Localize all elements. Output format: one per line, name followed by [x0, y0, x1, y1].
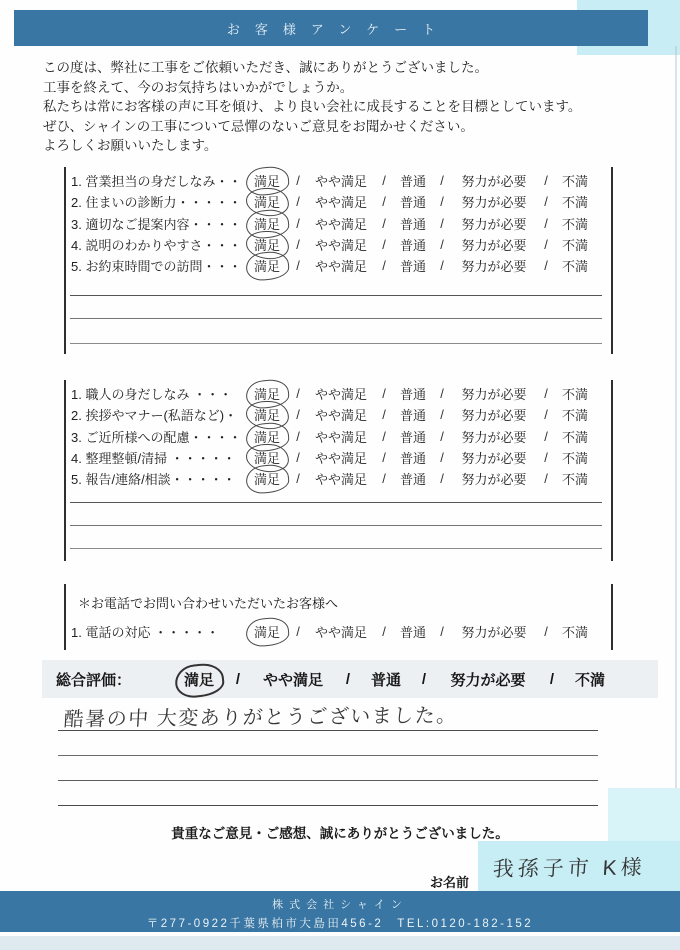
separator: / — [440, 237, 444, 253]
rating-option: やや満足 — [314, 387, 367, 403]
section-sales-box — [64, 167, 613, 354]
rating-option: 満足 — [253, 174, 280, 190]
separator: / — [544, 194, 548, 210]
rating-option: やや満足 — [314, 451, 367, 467]
question-label: 4. 説明のわかりやすさ・・・ — [71, 238, 242, 254]
separator: / — [382, 258, 386, 274]
survey-row — [71, 170, 611, 191]
separator: / — [440, 407, 444, 423]
survey-row — [71, 468, 611, 489]
survey-row — [71, 191, 611, 212]
rating-option: 普通 — [399, 238, 426, 254]
separator: / — [382, 428, 386, 444]
company-name: 株式会社シャイン — [272, 899, 408, 911]
separator: / — [296, 173, 300, 189]
separator: / — [440, 215, 444, 231]
phone-section-heading: ＊お電話でお問い合わせいただいたお客様へ — [78, 596, 339, 611]
separator: / — [440, 428, 444, 444]
separator: / — [382, 450, 386, 466]
separator: / — [235, 670, 241, 688]
comment-rule-line — [70, 525, 602, 526]
intro-line: ぜひ、シャインの工事について忌憚のないご意見をお聞かせください。 — [43, 118, 474, 134]
overall-label: 総合評価： — [56, 671, 132, 689]
rating-option: 普通 — [399, 259, 426, 275]
separator: / — [296, 428, 300, 444]
rating-option: やや満足 — [314, 472, 367, 488]
scan-artifact-line — [675, 46, 677, 788]
survey-row — [71, 255, 611, 276]
question-label: 5. 報告/連絡/相談・・・・・ — [71, 472, 236, 488]
scan-highlight-strip — [608, 788, 680, 842]
comment-rule-line — [70, 343, 602, 344]
survey-row — [71, 383, 611, 404]
rating-selected — [252, 427, 282, 446]
question-label: 4. 整理整頓/清掃 ・・・・・ — [71, 451, 236, 467]
separator: / — [382, 386, 386, 402]
rating-option: 不満 — [561, 472, 588, 488]
closing-thanks-text: 貴重なご意見・ご感想、誠にありがとうございました。 — [171, 826, 509, 841]
rating-option: 不満 — [561, 625, 588, 641]
handwritten-customer-name: 我孫子市 K様 — [492, 856, 647, 881]
rating-option: 普通 — [399, 429, 426, 445]
rating-option: 満足 — [253, 429, 280, 445]
question-label: 2. 住まいの診断力・・・・・ — [71, 195, 242, 211]
scan-edge-strip — [0, 936, 680, 950]
question-label: 3. ご近所様への配慮・・・・ — [71, 429, 242, 445]
rating-option: 普通 — [399, 195, 426, 211]
survey-row — [71, 234, 611, 255]
rating-option: 不満 — [561, 195, 588, 211]
section-craftsman-box — [64, 380, 613, 561]
separator: / — [345, 670, 351, 688]
rating-option: 不満 — [574, 671, 605, 689]
separator: / — [544, 215, 548, 231]
question-label: 1. 職人の身だしなみ ・・・ — [71, 387, 233, 403]
separator: / — [440, 386, 444, 402]
separator: / — [440, 624, 444, 640]
comment-rule-line — [58, 805, 598, 806]
separator: / — [296, 386, 300, 402]
intro-line: 工事を終えて、今のお気持ちはいかがでしょうか。 — [43, 79, 354, 95]
handwritten-comment: 酷暑の中 大変ありがとうございました。 — [63, 704, 459, 731]
comment-rule-line — [70, 295, 602, 296]
comment-rule-line — [58, 780, 598, 781]
rating-option: 努力が必要 — [461, 472, 527, 488]
handwritten-circle-icon — [245, 251, 290, 283]
rating-option: 努力が必要 — [461, 451, 527, 467]
rating-option: 満足 — [253, 387, 280, 403]
rating-option: 努力が必要 — [461, 216, 527, 232]
rating-option: 普通 — [399, 408, 426, 424]
rating-option: 満足 — [253, 238, 280, 254]
rating-option: 不満 — [561, 451, 588, 467]
separator: / — [544, 386, 548, 402]
rating-option: 満足 — [183, 671, 214, 689]
rating-option: 満足 — [253, 216, 280, 232]
rating-option: やや満足 — [314, 238, 367, 254]
section-craftsman-items — [66, 380, 611, 489]
survey-row — [71, 447, 611, 468]
rating-option: やや満足 — [314, 216, 367, 232]
separator: / — [549, 670, 555, 688]
rating-option: 満足 — [253, 195, 280, 211]
question-label: 1. 営業担当の身だしなみ・・ — [71, 174, 242, 190]
separator: / — [544, 428, 548, 444]
separator: / — [382, 624, 386, 640]
separator: / — [544, 173, 548, 189]
rating-option: 不満 — [561, 174, 588, 190]
rating-option: やや満足 — [314, 195, 367, 211]
section-phone-box — [64, 584, 613, 650]
rating-option: 満足 — [253, 472, 280, 488]
rating-option: やや満足 — [314, 174, 367, 190]
overall-rating-row — [42, 660, 658, 698]
separator: / — [440, 194, 444, 210]
rating-option: 普通 — [399, 451, 426, 467]
separator: / — [296, 194, 300, 210]
rating-selected — [252, 405, 282, 424]
form-title-bar — [14, 10, 648, 46]
rating-option: やや満足 — [262, 671, 323, 689]
survey-row — [71, 404, 611, 425]
rating-option: 努力が必要 — [461, 387, 527, 403]
separator: / — [544, 237, 548, 253]
separator: / — [296, 624, 300, 640]
separator: / — [544, 450, 548, 466]
separator: / — [382, 173, 386, 189]
rating-option: 不満 — [561, 259, 588, 275]
rating-option: 努力が必要 — [461, 174, 527, 190]
rating-option: 努力が必要 — [461, 195, 527, 211]
intro-line: よろしくお願いいたします。 — [43, 138, 218, 154]
rating-option: 普通 — [399, 472, 426, 488]
section-sales-items — [66, 167, 611, 276]
rating-selected — [252, 256, 282, 275]
rating-option: やや満足 — [314, 625, 367, 641]
rating-option: 不満 — [561, 429, 588, 445]
separator: / — [544, 624, 548, 640]
rating-option: 努力が必要 — [461, 429, 527, 445]
intro-line: 私たちは常にお客様の声に耳を傾け、より良い会社に成長することを目標としています。 — [43, 99, 582, 115]
separator: / — [440, 173, 444, 189]
comment-rule-line — [58, 730, 598, 731]
separator: / — [440, 471, 444, 487]
rating-option: 不満 — [561, 238, 588, 254]
survey-row — [71, 621, 611, 642]
rating-option: 普通 — [399, 216, 426, 232]
handwritten-circle-icon — [245, 616, 290, 648]
comment-rule-line — [58, 755, 598, 756]
separator: / — [544, 407, 548, 423]
rating-selected — [252, 622, 282, 641]
rating-option: 満足 — [253, 451, 280, 467]
rating-selected — [252, 469, 282, 488]
separator: / — [296, 471, 300, 487]
rating-option: やや満足 — [314, 429, 367, 445]
separator: / — [296, 450, 300, 466]
rating-option: 努力が必要 — [461, 238, 527, 254]
rating-option: 不満 — [561, 387, 588, 403]
separator: / — [382, 215, 386, 231]
rating-option: やや満足 — [314, 259, 367, 275]
question-label: 1. 電話の対応 ・・・・・ — [71, 625, 220, 641]
question-label: 2. 挨拶やマナー(私語など)・ — [71, 408, 238, 424]
comment-rule-line — [70, 502, 602, 503]
rating-selected — [182, 669, 216, 690]
rating-selected — [252, 192, 282, 211]
survey-row — [71, 213, 611, 234]
rating-option: 普通 — [399, 625, 426, 641]
rating-selected — [252, 214, 282, 233]
intro-paragraph — [43, 58, 653, 156]
separator: / — [296, 215, 300, 231]
rating-option: 満足 — [253, 625, 280, 641]
rating-option: 満足 — [253, 408, 280, 424]
separator: / — [421, 670, 427, 688]
separator: / — [440, 450, 444, 466]
rating-option: やや満足 — [314, 408, 367, 424]
handwritten-circle-icon — [173, 661, 225, 699]
comment-rule-line — [70, 318, 602, 319]
name-field-label: お名前 — [430, 875, 470, 890]
separator: / — [382, 194, 386, 210]
rating-option: 普通 — [399, 387, 426, 403]
question-label: 5. お約束時間での訪問・・・ — [71, 259, 242, 275]
separator: / — [382, 407, 386, 423]
separator: / — [296, 258, 300, 274]
rating-option: 満足 — [253, 259, 280, 275]
separator: / — [296, 237, 300, 253]
separator: / — [296, 407, 300, 423]
rating-option: 努力が必要 — [461, 625, 527, 641]
rating-option: 努力が必要 — [461, 408, 527, 424]
intro-line: この度は、弊社に工事をご依頼いただき、誠にありがとうございました。 — [43, 60, 488, 75]
form-title: お客様アンケート — [226, 21, 451, 37]
rating-option: 普通 — [370, 671, 401, 689]
rating-option: 努力が必要 — [450, 671, 526, 689]
rating-option: 普通 — [399, 174, 426, 190]
separator: / — [382, 237, 386, 253]
footer-bar — [0, 891, 680, 932]
rating-option: 努力が必要 — [461, 259, 527, 275]
handwritten-circle-icon — [245, 464, 290, 496]
survey-row — [71, 426, 611, 447]
comment-rule-line — [70, 548, 602, 549]
separator: / — [544, 258, 548, 274]
separator: / — [440, 258, 444, 274]
separator: / — [544, 471, 548, 487]
rating-option: 不満 — [561, 408, 588, 424]
question-label: 3. 適切なご提案内容・・・・ — [71, 216, 242, 232]
separator: / — [382, 471, 386, 487]
company-address: 〒277-0922千葉県柏市大島田456-2 TEL:0120-182-152 — [146, 918, 534, 930]
rating-option: 不満 — [561, 216, 588, 232]
